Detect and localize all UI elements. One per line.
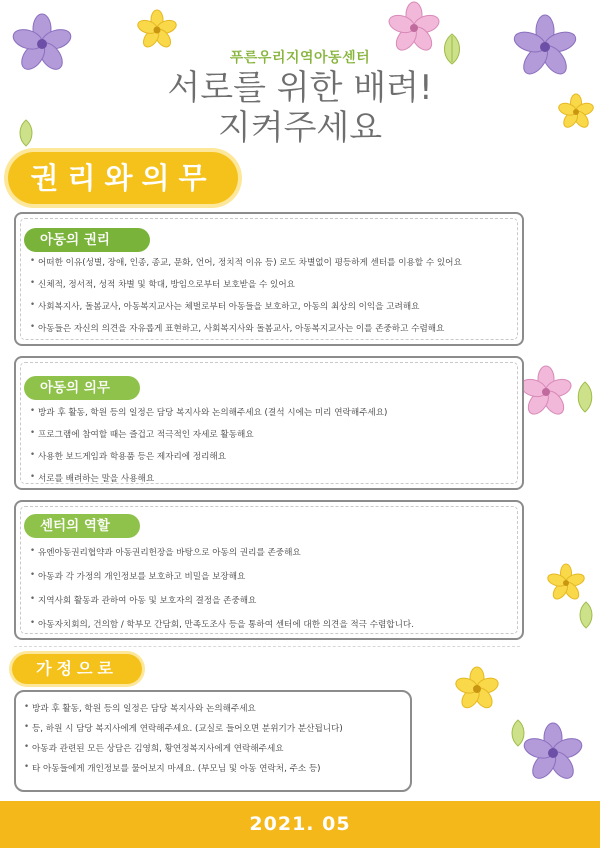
yellow-flower-icon <box>135 8 179 52</box>
leaf-icon <box>576 600 596 630</box>
home-banner <box>12 654 142 684</box>
org-name: 푸른우리지역아동센터 <box>229 50 371 66</box>
list-item: • 아동자치회의, 건의함 / 학부모 간담회, 만족도조사 등을 통하여 센터에 대한 의견을 적극 수렴합니다. <box>30 618 514 642</box>
leaf-icon <box>574 380 596 414</box>
pink-flower-icon <box>518 364 574 420</box>
section-title: 아동의 권리 <box>24 228 150 252</box>
section-home <box>14 690 412 792</box>
section-title: 아동의 의무 <box>24 376 140 400</box>
page-title-line2: 지켜주세요 <box>217 108 383 148</box>
list-item: • 방과 후 활동, 학원 등의 일정은 담당 복지사와 논의해주세요 <box>24 702 402 722</box>
section-child-rights <box>14 212 524 346</box>
page-title-line1: 서로를 위한 배려! <box>167 68 433 108</box>
item-list <box>30 546 514 642</box>
yellow-flower-icon <box>452 664 502 714</box>
item-list <box>24 702 402 782</box>
divider <box>14 646 520 647</box>
banner-label: 권리와의무 <box>30 161 216 195</box>
list-item: • 지역사회 활동과 관하여 아동 및 보호자의 결정을 존중해요 <box>30 594 514 618</box>
list-item: • 프로그램에 참여할 때는 즐겁고 적극적인 자세로 활동해요 <box>30 428 514 450</box>
section-child-duties <box>14 356 524 490</box>
list-item: • 사용한 보드게임과 학용품 등은 제자리에 정리해요 <box>30 450 514 472</box>
section-center-role <box>14 500 524 640</box>
list-item: • 유엔아동권리협약과 아동권리헌장을 바탕으로 아동의 권리를 존중해요 <box>30 546 514 570</box>
leaf-icon <box>508 718 528 748</box>
home-banner-label: 가정으로 <box>36 659 118 678</box>
yellow-flower-icon <box>545 562 587 604</box>
list-item: • 등, 하원 시 담당 복지사에게 연락해주세요. (교실로 들어오면 분위기가 분산됩니다) <box>24 722 402 742</box>
list-item: • 사회복지사, 돌봄교사, 아동복지교사는 체벌로부터 아동들을 보호하고, 아동의 최상의 이익을 고려해요 <box>30 300 514 322</box>
item-list <box>30 256 514 344</box>
list-item: • 방과 후 활동, 학원 등의 일정은 담당 복지사와 논의해주세요 (결석 시에는 미리 연락해주세요) <box>30 406 514 428</box>
list-item: • 아동과 각 가정의 개인정보를 보호하고 비밀을 보장해요 <box>30 570 514 594</box>
section-title: 센터의 역할 <box>24 514 140 538</box>
item-list <box>30 406 514 494</box>
footer-bar <box>0 801 600 848</box>
list-item: • 어떠한 이유(성별, 장애, 인종, 종교, 문화, 언어, 정치적 이유 등) 로도 차별없이 평등하게 센터를 이용할 수 있어요 <box>30 256 514 278</box>
list-item: • 아동과 관련된 모든 상담은 김영희, 황연정복지사에게 연락해주세요 <box>24 742 402 762</box>
list-item: • 서로를 배려하는 말을 사용해요 <box>30 472 514 494</box>
footer-date: 2021. 05 <box>249 813 351 835</box>
list-item: • 타 아동들에게 개인정보를 물어보지 마세요. (부모님 및 아동 연락처, 주소 등) <box>24 762 402 782</box>
rights-duties-banner <box>8 152 238 204</box>
purple-flower-icon <box>522 722 584 784</box>
list-item: • 아동들은 자신의 의견을 자유롭게 표현하고, 사회복지사와 돌봄교사, 아동복지교사는 이를 존중하고 수렴해요 <box>30 322 514 344</box>
list-item: • 신체적, 정서적, 성적 차별 및 학대, 방임으로부터 보호받을 수 있어요 <box>30 278 514 300</box>
